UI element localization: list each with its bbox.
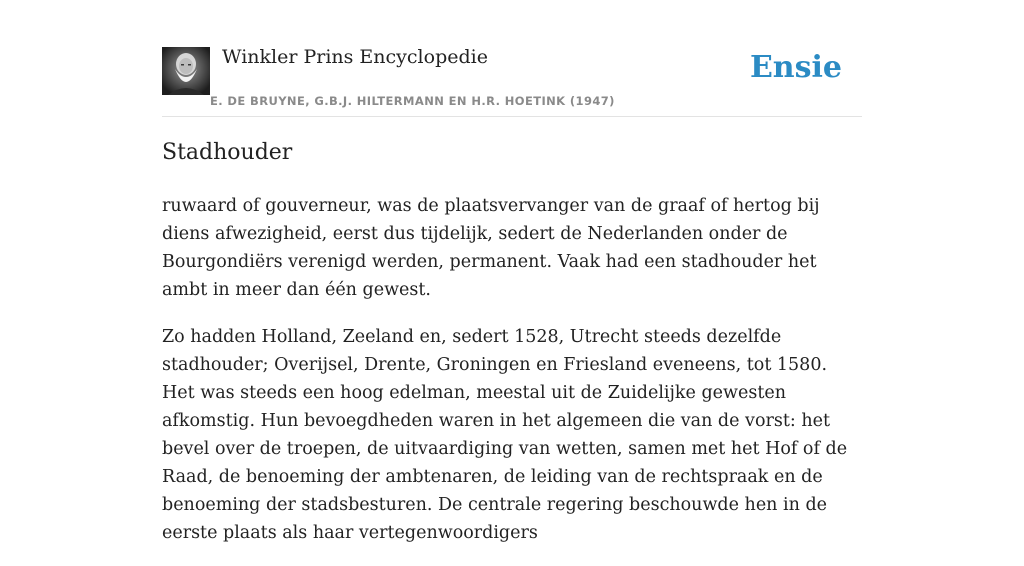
source-authors: E. DE BRUYNE, G.B.J. HILTERMANN EN H.R. HOETINK (1947) <box>210 94 615 108</box>
author-portrait-icon[interactable] <box>162 47 210 95</box>
source-title[interactable]: Winkler Prins Encyclopedie <box>222 46 488 68</box>
entry-paragraph: ruwaard of gouverneur, was de plaatsvervanger van de graaf of hertog bij diens afwezigheid, eerst dus tijdelijk, sedert de Nederlanden onder de Bourgondiërs verenigd werden, permanent. Vaak had een stadhouder het ambt in meer dan één gewest. <box>162 196 820 300</box>
entry-paragraph: Zo hadden Holland, Zeeland en, sedert 1528, Utrecht steeds dezelfde stadhouder; Overijsel, Drente, Groningen en Friesland eveneens, tot 1580. Het was steeds een hoog edelman, meestal uit de Zuidelijke gewesten afkomstig. Hun bevoegdheden waren in het algemeen die van de vorst: het bevel over de troepen, de uitvaardiging van wetten, samen met het Hof of de Raad, de benoeming der ambtenaren, de leiding van de rechtspraak en de benoeming der stadsbesturen. De centrale regering beschouwde hen in de eerste plaats als haar vertegenwoordigers <box>162 327 848 543</box>
entry-body <box>162 192 862 566</box>
source-header <box>162 40 862 117</box>
ensie-logo[interactable]: Ensie <box>749 50 842 85</box>
entry-title: Stadhouder <box>162 140 293 165</box>
